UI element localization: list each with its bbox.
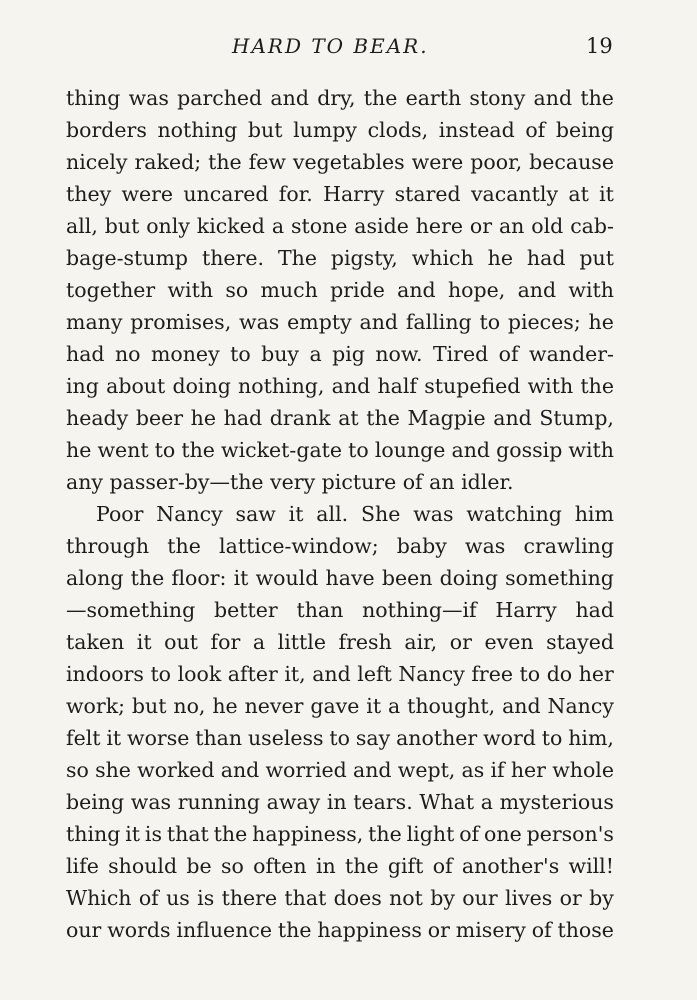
- running-title: HARD TO BEAR.: [232, 34, 429, 58]
- text-line: along the floor: it would have been doing something: [66, 566, 614, 590]
- text-line: felt it worse than useless to say another word to him,: [66, 726, 614, 750]
- text-line: being was running away in tears. What a mysterious: [66, 790, 614, 814]
- text-line: borders nothing but lumpy clods, instead of being: [66, 118, 614, 142]
- paragraph-1: [66, 82, 614, 498]
- body-text: [66, 82, 614, 946]
- text-line: taken it out for a little fresh air, or even stayed: [66, 630, 614, 654]
- text-line: so she worked and worried and wept, as if her whole: [66, 758, 614, 782]
- text-line: Poor Nancy saw it all. She was watching him: [96, 502, 614, 526]
- text-line: thing it is that the happiness, the light of one person's: [66, 822, 614, 846]
- page-number: 19: [586, 34, 613, 58]
- text-line: together with so much pride and hope, and with: [66, 278, 614, 302]
- text-line: our words influence the happiness or misery of those: [66, 918, 614, 942]
- text-line: ing about doing nothing, and half stupefied with the: [66, 374, 614, 398]
- text-line: they were uncared for. Harry stared vacantly at it: [66, 182, 614, 206]
- text-line: all, but only kicked a stone aside here or an old cab-: [66, 214, 614, 238]
- text-line: any passer-by—the very picture of an idler.: [66, 470, 514, 494]
- text-line: —something better than nothing—if Harry had: [66, 598, 614, 622]
- text-line: through the lattice-window; baby was crawling: [66, 534, 614, 558]
- text-line: work; but no, he never gave it a thought, and Nancy: [66, 694, 614, 718]
- text-line: Which of us is there that does not by our lives or by: [66, 886, 614, 910]
- text-line: many promises, was empty and falling to pieces; he: [66, 310, 614, 334]
- page-header: [0, 28, 697, 68]
- text-line: indoors to look after it, and left Nancy free to do her: [66, 662, 614, 686]
- text-line: heady beer he had drank at the Magpie and Stump,: [66, 406, 614, 430]
- text-line: bage-stump there. The pigsty, which he had put: [66, 246, 614, 270]
- text-line: had no money to buy a pig now. Tired of wander-: [66, 342, 614, 366]
- text-line: he went to the wicket-gate to lounge and gossip with: [66, 438, 614, 462]
- text-line: thing was parched and dry, the earth stony and the: [66, 86, 614, 110]
- paragraph-2: [66, 498, 614, 946]
- text-line: life should be so often in the gift of another's will!: [66, 854, 614, 878]
- text-line: nicely raked; the few vegetables were poor, because: [66, 150, 614, 174]
